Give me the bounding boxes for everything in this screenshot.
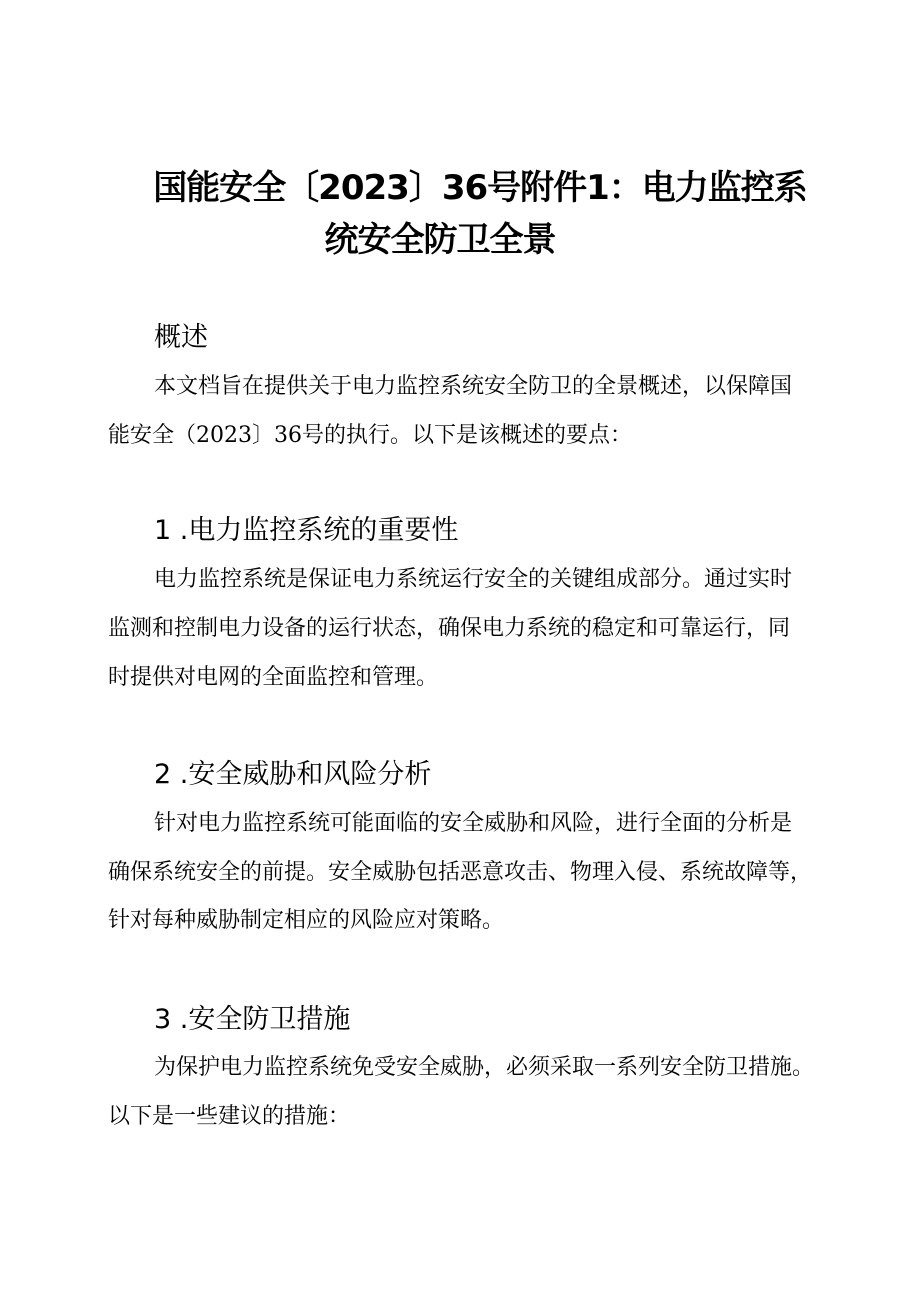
section-1-heading: 1 .电力监控系统的重要性	[154, 515, 459, 546]
document-title-line-2: 统安全防卫全景	[324, 220, 556, 260]
section-2-line-2: 确保系统安全的前提。安全威胁包括恶意攻击、物理入侵、系统故障等，	[108, 860, 813, 885]
section-1-line-1: 电力监控系统是保证电力系统运行安全的关键组成部分。通过实时	[154, 567, 793, 592]
overview-line-1: 本文档旨在提供关于电力监控系统安全防卫的全景概述，以保障国	[154, 374, 793, 399]
document-title-line-1: 国能安全〔2023〕36号附件1：电力监控系	[153, 168, 807, 208]
overview-line-2: 能安全（2023〕36号的执行。以下是该概述的要点：	[108, 423, 632, 448]
overview-heading: 概述	[154, 322, 208, 353]
section-2-heading: 2 .安全威胁和风险分析	[154, 759, 432, 790]
section-1-line-2: 监测和控制电力设备的运行状态，确保电力系统的稳定和可靠运行，同	[108, 616, 791, 641]
section-3-line-1: 为保护电力监控系统免受安全威胁，必须采取一系列安全防卫措施。	[154, 1055, 815, 1080]
section-1-line-3: 时提供对电网的全面监控和管理。	[108, 665, 439, 690]
section-3-heading: 3 .安全防卫措施	[154, 1004, 351, 1035]
section-3-line-2: 以下是一些建议的措施：	[108, 1104, 351, 1129]
section-2-line-3: 针对每种威胁制定相应的风险应对策略。	[108, 908, 505, 933]
section-2-line-1: 针对电力监控系统可能面临的安全威胁和风险，进行全面的分析是	[154, 811, 793, 836]
